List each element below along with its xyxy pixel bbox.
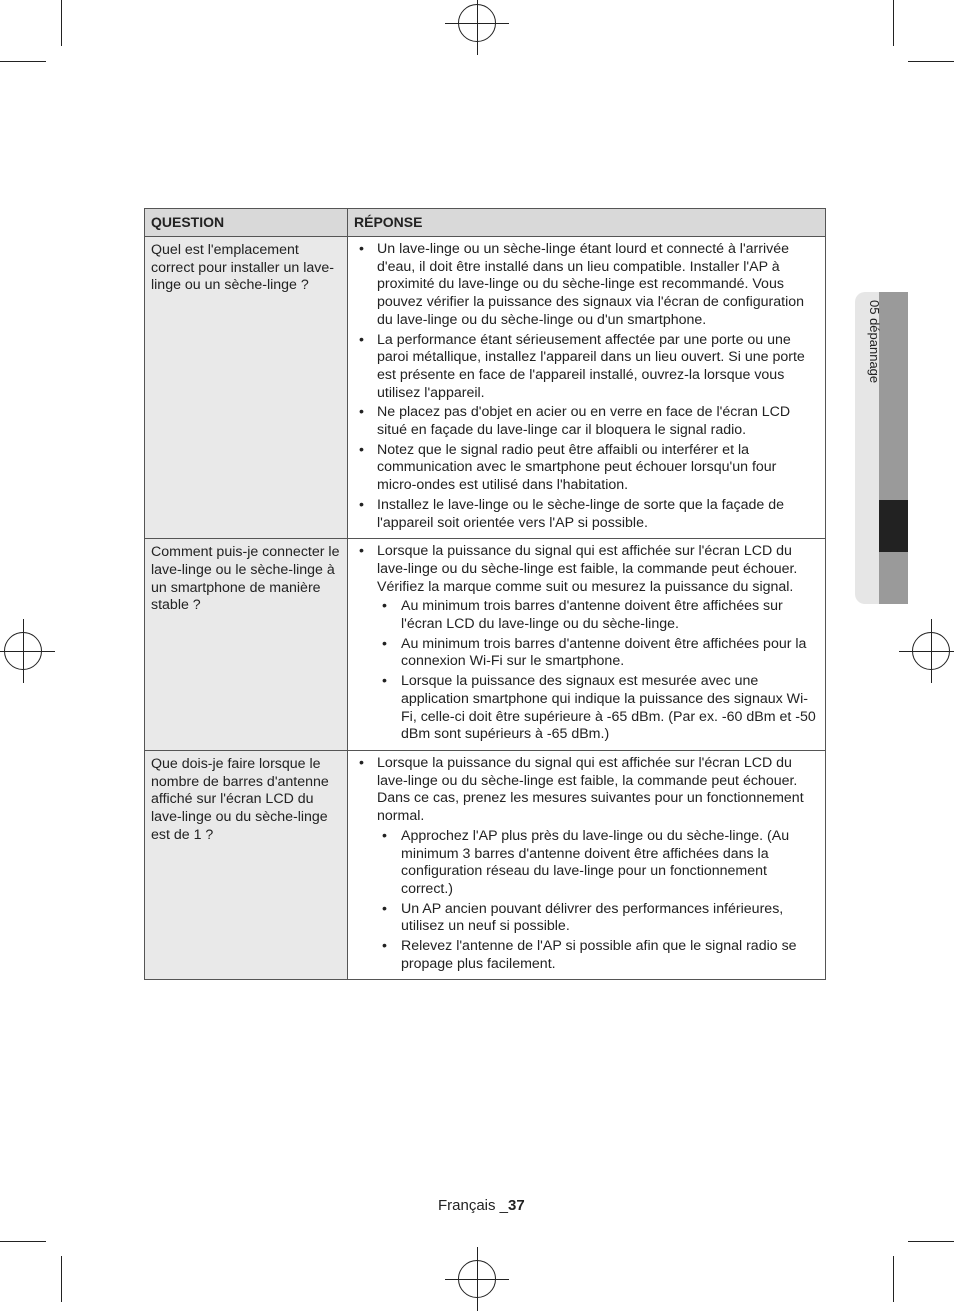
question-cell: Comment puis-je connecter le lave-linge ou le sèche-linge à un smartphone de manière stable ? [145, 539, 348, 751]
crop-mark [61, 1256, 62, 1302]
table-row [145, 750, 826, 979]
footer-language: Français _ [438, 1197, 509, 1214]
answer-list [354, 241, 819, 532]
page-number: 37 [508, 1197, 525, 1214]
faq-table [144, 208, 826, 980]
list-item-text: Lorsque la puissance du signal qui est affichée sur l'écran LCD du lave-linge ou du sèche-linge est faible, la commande peut échouer. Dans ce cas, prenez les mesures suivantes pour un fonctionnement normal. [377, 754, 804, 825]
registration-mark-icon [4, 632, 42, 670]
answer-cell [348, 750, 826, 979]
answer-cell [348, 237, 826, 539]
column-header-answer: RÉPONSE [348, 209, 826, 237]
list-item: • Un lave-linge ou un sèche-linge étant lourd et connecté à l'arrivée d'eau, il doit être installé dans un lieu compatible. Installer l'AP à proximité du lave-linge ou du sèche-linge est recommandé. Vous pouvez vérifier la puissance des signaux via l'écran de configuration du lave-linge ou du sèche-linge ou d'un smartphone. [354, 241, 819, 330]
registration-mark-icon [458, 1260, 496, 1298]
crop-mark [893, 1256, 894, 1302]
chapter-tab-marker [879, 500, 908, 552]
crop-mark [893, 0, 894, 46]
list-item: • Ne placez pas d'objet en acier ou en verre en face de l'écran LCD situé en façade du lave-linge car il bloquera le signal radio. [354, 404, 819, 439]
list-item [354, 755, 819, 973]
table-header-row [145, 209, 826, 237]
sub-list-item: • Au minimum trois barres d'antenne doivent être affichées sur l'écran LCD du lave-linge ou du sèche-linge. [377, 598, 819, 633]
crop-mark [908, 1241, 954, 1242]
list-item [354, 543, 819, 744]
crop-mark [61, 0, 62, 46]
answer-cell [348, 539, 826, 751]
sub-list-item: • Lorsque la puissance des signaux est mesurée avec une application smartphone qui indique la puissance des signaux Wi-Fi, celle-ci doit être supérieure à -65 dBm. (Par ex. -60 dBm et -50 dBm sont supérieurs à -65 dBm.) [377, 673, 819, 744]
answer-list [354, 543, 819, 744]
list-item: • Installez le lave-linge ou le sèche-linge de sorte que la façade de l'appareil soit orientée vers l'AP si possible. [354, 497, 819, 532]
page-footer [438, 1197, 525, 1214]
answer-list [354, 755, 819, 973]
list-item: • Notez que le signal radio peut être affaibli ou interférer et la communication avec le smartphone peut échouer lorsqu'un four micro-ondes est utilisé dans l'habitation. [354, 442, 819, 495]
sub-list [377, 828, 819, 974]
sub-list [377, 598, 819, 744]
registration-mark-icon [458, 4, 496, 42]
list-item: • La performance étant sérieusement affectée par une porte ou une paroi métallique, installez l'appareil dans un lieu ouvert. Si une porte est présente en face de l'appareil installé, ouvrez-la lorsque vous utilisez l'appareil. [354, 332, 819, 403]
crop-mark [0, 61, 46, 62]
chapter-tab-bar [879, 292, 908, 604]
chapter-tab-label: 05 dépannage [867, 300, 882, 384]
sub-list-item: • Au minimum trois barres d'antenne doivent être affichées pour la connexion Wi-Fi sur le smartphone. [377, 636, 819, 671]
registration-mark-icon [912, 632, 950, 670]
crop-mark [0, 1241, 46, 1242]
list-item-text: Lorsque la puissance du signal qui est affichée sur l'écran LCD du lave-linge ou du sèche-linge est faible, la commande peut échouer. Vérifiez la marque comme suit ou mesurez la puissance du signal. [377, 543, 798, 595]
question-cell: Que dois-je faire lorsque le nombre de barres d'antenne affiché sur l'écran LCD du lave-linge ou du sèche-linge est de 1 ? [145, 750, 348, 979]
question-cell: Quel est l'emplacement correct pour installer un lave-linge ou un sèche-linge ? [145, 237, 348, 539]
sub-list-item: • Relevez l'antenne de l'AP si possible afin que le signal radio se propage plus facilement. [377, 938, 819, 973]
table-row [145, 237, 826, 539]
table-row [145, 539, 826, 751]
sub-list-item: • Un AP ancien pouvant délivrer des performances inférieures, utilisez un neuf si possible. [377, 901, 819, 936]
column-header-question: QUESTION [145, 209, 348, 237]
sub-list-item: • Approchez l'AP plus près du lave-linge ou du sèche-linge. (Au minimum 3 barres d'antenne doivent être affichées dans la configuration réseau du lave-linge pour un fonctionnement correct.) [377, 828, 819, 899]
crop-mark [908, 61, 954, 62]
